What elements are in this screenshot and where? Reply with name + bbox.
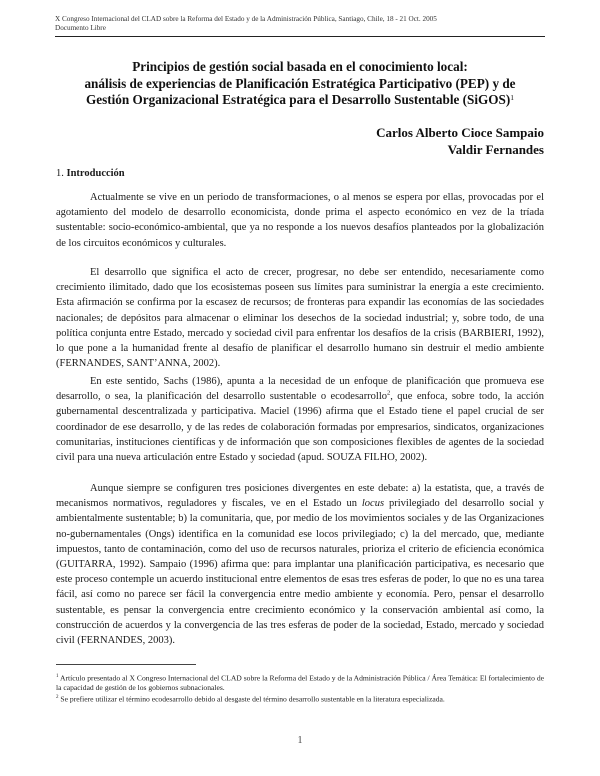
author-list [376,124,544,158]
page-number: 1 [297,735,303,746]
paragraph-text: , que enfoca, sobre todo, la acción gubernamental descentralizada y participativa. Maciel (1996) afirma que el Estado tiene el papel crucial de ser coordinador de ese desarrollo, y de las redes de colaboración formadas por empresarios, sindicatos, organizaciones comunitarias, instituciones científicas y de información que son composiciones flexibles de agentes de la sociedad civil para una nueva articulación entre Estado y sociedad (apud. SOUZA FILHO, 2002). [56,391,544,464]
title-line-3 [60,92,540,109]
footnote-mark: 1 [56,674,59,679]
paragraph: El desarrollo que significa el acto de crecer, progresar, no debe ser entendido, necesariamente como crecimiento ilimitado, dado que los ecosistemas poseen sus límites para suministrar la energía a este crecimiento. Esta afirmación se confirma por la escasez de recursos; de fronteras para expandir las economías de las sociedades nacionales; de depósitos para almacenar o eliminar los desechos de la sociedad industrial; y, sobre todo, de una política conjunta entre Estado, mercado y sociedad civil para enfrentar los desafíos de la crisis (BARBIERI, 1992), lo que pone a la humanidad frente al desafío de planificar el desarrollo humano sin destruir el medio ambiente (FERNANDES, SANT’ANNA, 2002). [56,267,544,370]
author: Carlos Alberto Cioce Sampaio [376,125,544,140]
paragraph [56,374,544,465]
title-line-1: Principios de gestión social basada en el conocimiento local: [132,59,468,74]
paragraph [56,481,544,648]
paragraph-text: En este sentido, Sachs (1986), apunta a la necesidad de un enfoque de planificación que promueva ese desarrollo, o sea, la planificación del desarrollo sustentable o ecodesarrollo [56,376,544,403]
paragraph-text: Aunque siempre se configuren tres posiciones divergentes en este debate: a) la estatista, que, a través de mecanismos normativos, reguladores y fiscales, ve en el Estado un [56,483,544,510]
section-title: Introducción [66,168,125,179]
paragraph-text: privilegiado del desarrollo social y ambientalmente sustentable; b) la comunitaria, que, por medio de los movimientos sociales y de las Organizaciones no-gubernamentales (Ongs) identifica en la comunidad ese locos privilegiado; c) la del mercado, que, mediante impuestos, tanto de contaminación, como del uso de recursos naturales, prioriza el criterio de eficiencia económica (GUITARRA, 1992). Sampaio (1996) afirma que: para implantar una planificación participativa, es necesario que este proceso contemple un acuerdo institucional entre elementos de esas tres esferas de poder, lo que no es una tarea fácil, así como no parece ser fácil la convergencia entre medio ambiente y economía. Pero, pensar el desarrollo sustentable, es pensar la convergencia entre crecimiento económico y la conservación ambiental así como, la construcción de acuerdos y la convergencia de las tres esferas de poder de la sociedad, Estado, mercado y sociedad civil (FERNANDES, 2003). [56,498,544,647]
footnote-text: Se prefiere utilizar el término ecodesarrollo debido al desgaste del término desarrollo sustentable en la literatura especializada. [58,694,445,704]
italic-term: locus [361,498,385,510]
footnote-mark: 2 [56,695,59,701]
footnotes [56,672,544,704]
header-divider [55,36,545,37]
footnote [56,672,544,693]
footnote-text: Artículo presentado al X Congreso Internacional del CLAD sobre la Reforma del Estado y de la Administración Pública / Área Temática: El fortalecimiento de la capacidad de gestión de los gobiernos subnacionales. [56,673,544,693]
footnote-ref-1[interactable]: 1 [510,93,515,102]
title-line-2: análisis de experiencias de Planificación Estratégica Participativo (PEP) y de [84,75,516,91]
author: Valdir Fernandes [447,142,544,157]
footnote-divider [56,664,196,665]
header-conference-line: X Congreso Internacional del CLAD sobre la Reforma del Estado y de la Administración Pública, Santiago, Chile, 18 - 21 Oct. 2005 [55,15,437,23]
section-number: 1. [56,168,64,179]
footnote-ref-2[interactable]: 2 [387,389,391,397]
title-line-3-text: Gestión Organizacional Estratégica para el Desarrollo Sustentable (SiGOS) [85,92,511,107]
section-heading [56,168,125,179]
document-title [60,59,540,109]
header-document-type: Documento Libre [55,24,106,32]
paragraph: Actualmente se vive en un periodo de transformaciones, o al menos se espera por ellas, provocadas por el agotamiento del modelo de desarrollo economicista, donde prima el aspecto económico en vez de la tríada sustentable: socio-económico-ambiental, que ya no responde a los nuevos desafíos planteados por la globalización de los circuitos económicos y culturales. [56,192,544,249]
footnote [56,693,544,704]
running-header [55,15,545,33]
